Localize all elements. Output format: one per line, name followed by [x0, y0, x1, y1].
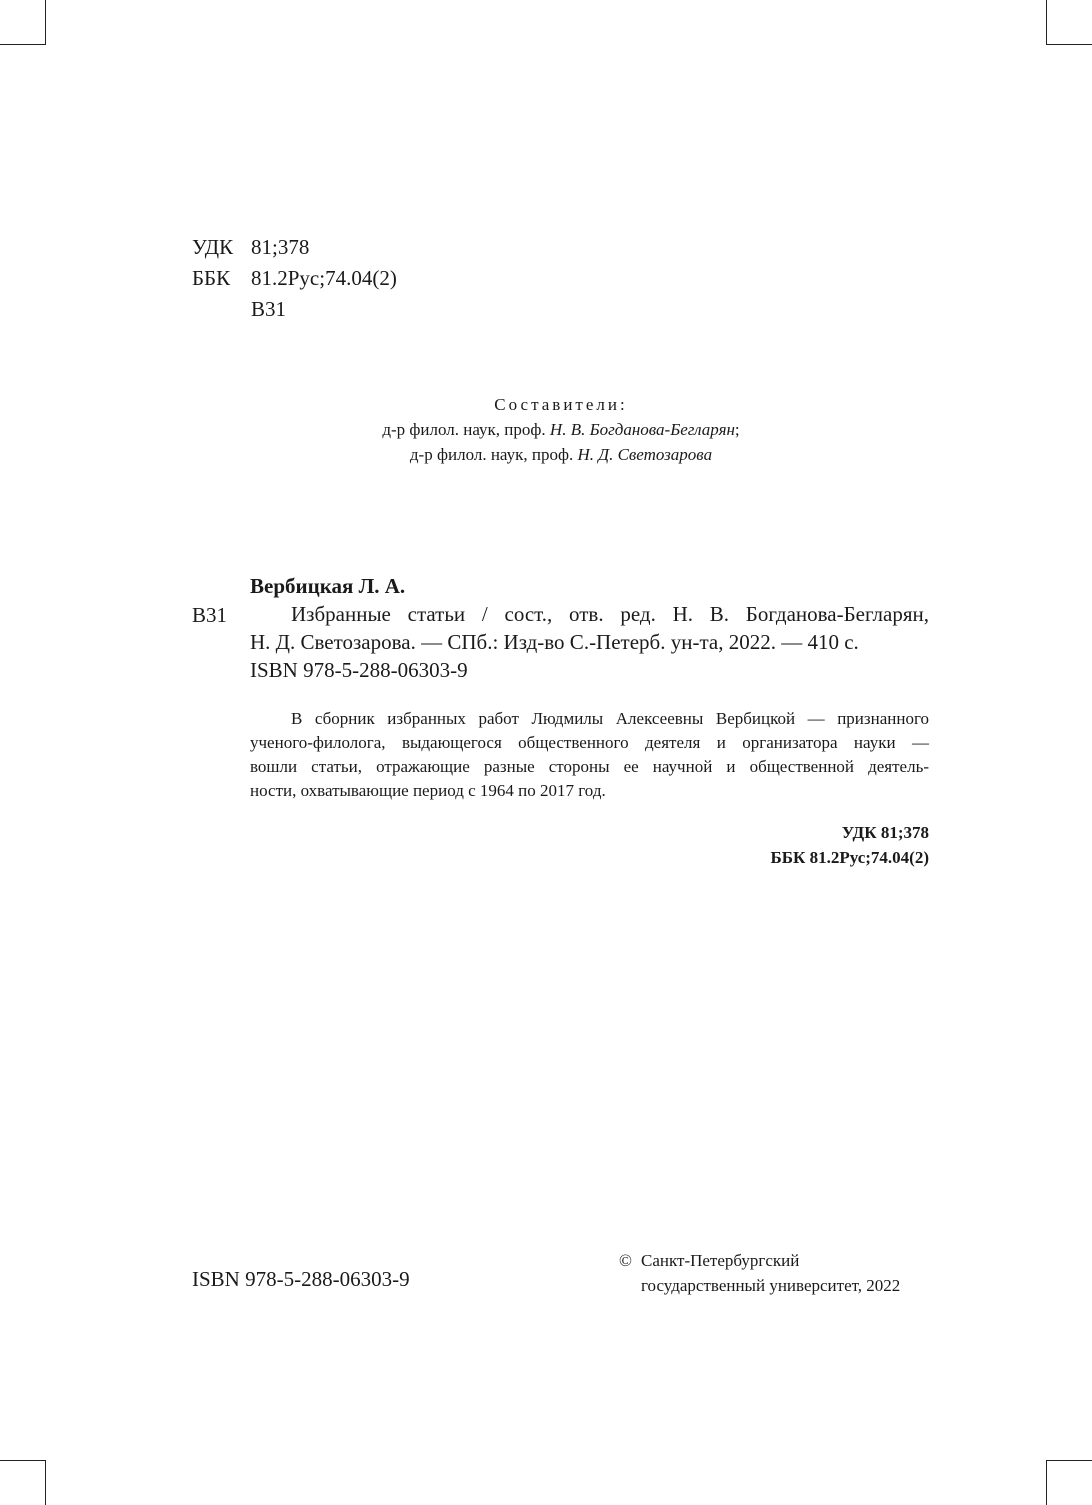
compiler-1-separator: ;	[734, 420, 740, 439]
citation-isbn: ISBN 978-5-288-06303-9	[250, 658, 468, 682]
record-author-mark: В31	[192, 603, 228, 627]
author-mark: В31	[251, 297, 287, 321]
record-author: Вербицкая Л. А.	[250, 574, 406, 598]
footer-isbn: ISBN 978-5-288-06303-9	[192, 1267, 410, 1291]
compiler-2	[300, 442, 822, 467]
compilers-heading: Составители:	[494, 395, 628, 414]
crop-mark-bottom-right-horizontal	[1047, 1460, 1092, 1461]
abstract-line-4: ности, охватывающие период с 1964 по 2017 год.	[250, 781, 606, 800]
copyright-line-1: Санкт-Петербургский	[641, 1251, 800, 1270]
copyright-symbol: ©	[619, 1251, 632, 1270]
crop-mark-top-left-horizontal	[0, 44, 45, 45]
crop-mark-top-left-vertical	[45, 0, 46, 45]
compiler-1-name: Н. В. Богданова-Бегларян	[549, 420, 735, 439]
compiler-1-degree: д-р филол. наук, проф.	[382, 420, 546, 439]
classification-codes	[192, 232, 397, 325]
bbk-row	[192, 263, 397, 294]
crop-mark-bottom-left-vertical	[45, 1460, 46, 1505]
udk-row	[192, 232, 397, 263]
crop-mark-top-right-horizontal	[1047, 44, 1092, 45]
crop-mark-bottom-left-horizontal	[0, 1460, 45, 1461]
citation-line-2: Н. Д. Светозарова. — СПб.: Изд-во С.-Петерб. ун-та, 2022. — 410 с.	[250, 630, 859, 654]
compilers-block	[300, 392, 822, 467]
compiler-2-name: Н. Д. Светозарова	[577, 445, 713, 464]
copyright-line-2: государственный университет, 2022	[641, 1276, 901, 1295]
citation-line-1: Избранные статьи / сост., отв. ред. Н. В. Богданова-Бегларян,	[291, 602, 929, 626]
bold-bbk: ББК 81.2Рус;74.04(2)	[770, 848, 929, 867]
crop-mark-top-right-vertical	[1046, 0, 1047, 45]
copyright-row-2	[619, 1273, 900, 1298]
udk-label: УДК	[192, 235, 234, 259]
copyright-block	[619, 1248, 900, 1298]
author-mark-spacer	[192, 294, 251, 325]
bbk-label: ББК	[192, 266, 231, 290]
copyright-spacer	[619, 1273, 641, 1298]
compiler-2-degree: д-р филол. наук, проф.	[409, 445, 574, 464]
copyright-row-1	[619, 1248, 900, 1273]
bbk-value: 81.2Рус;74.04(2)	[251, 266, 397, 290]
record-citation	[250, 600, 929, 684]
abstract-line-1: В сборник избранных работ Людмилы Алексеевны Вербицкой — признанного	[291, 709, 929, 728]
bold-classification-codes	[771, 820, 929, 870]
abstract	[250, 707, 929, 803]
author-mark-row	[192, 294, 397, 325]
udk-value: 81;378	[251, 235, 310, 259]
bold-udk: УДК 81;378	[841, 823, 929, 842]
compiler-1	[300, 417, 822, 442]
abstract-line-3: вошли статьи, отражающие разные стороны ее научной и общественной деятель-	[250, 757, 929, 776]
abstract-line-2: ученого-филолога, выдающегося общественного деятеля и организатора науки —	[250, 733, 929, 752]
crop-mark-bottom-right-vertical	[1046, 1460, 1047, 1505]
